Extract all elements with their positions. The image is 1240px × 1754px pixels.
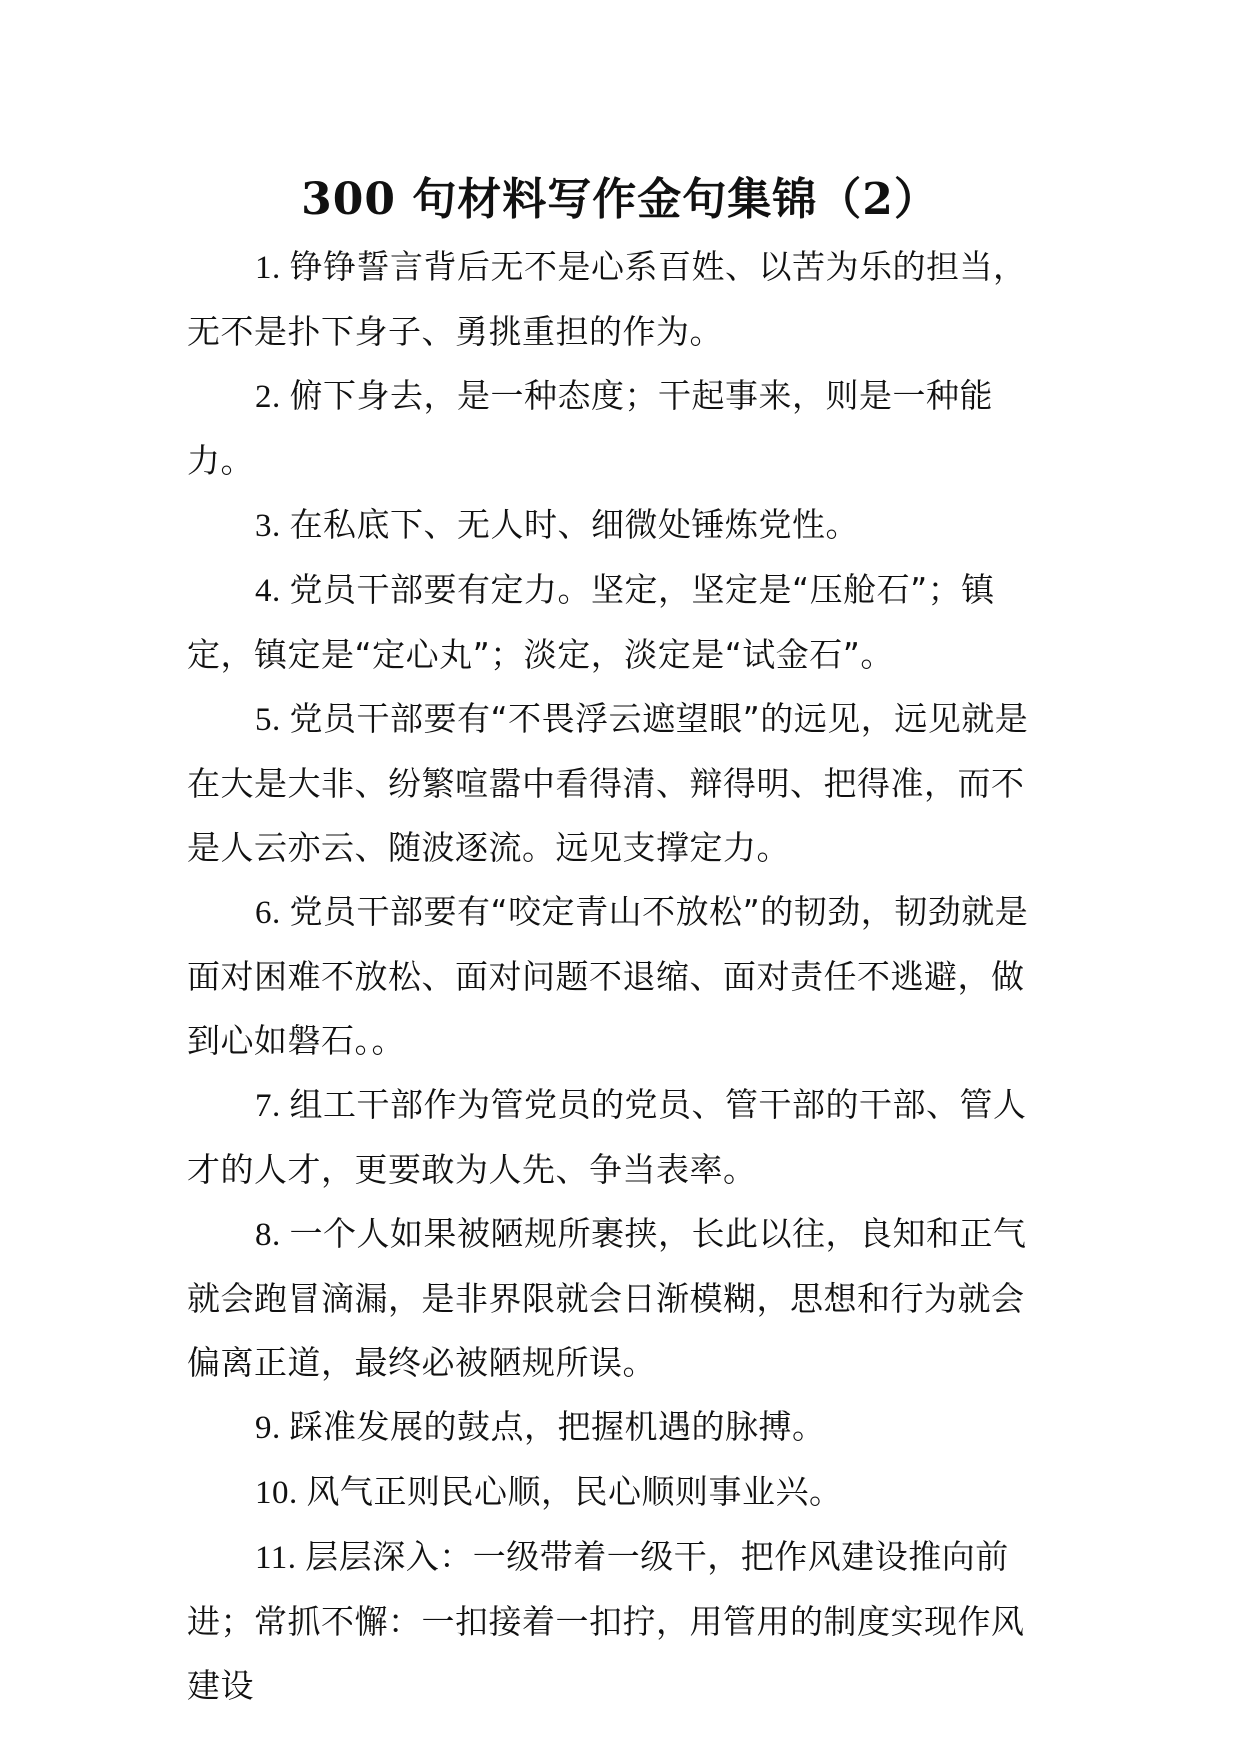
item-text: 党员干部要有定力。坚定，坚定是“压舱石”；镇定，镇定是“定心丸”；淡定，淡定是“试金石”。 xyxy=(187,570,995,674)
list-item xyxy=(187,1073,1057,1202)
item-number: 1. xyxy=(255,250,290,286)
list-item xyxy=(187,687,1057,880)
list-item xyxy=(187,1395,1057,1460)
item-number: 5. xyxy=(255,702,290,738)
item-text: 党员干部要有“不畏浮云遮望眼”的远见，远见就是在大是大非、纷繁喧嚣中看得清、辩得明、把得准，而不是人云亦云、随波逐流。远见支撑定力。 xyxy=(187,699,1029,867)
item-text: 在私底下、无人时、细微处锤炼党性。 xyxy=(289,505,859,544)
item-text: 层层深入：一级带着一级干，把作风建设推向前进；常抓不懈：一扣接着一扣拧，用管用的制度实现作风建设 xyxy=(187,1537,1025,1705)
item-number: 6. xyxy=(255,895,290,931)
item-number: 3. xyxy=(255,508,290,544)
list-item xyxy=(187,235,1057,364)
item-text: 风气正则民心顺，民心顺则事业兴。 xyxy=(306,1472,843,1511)
list-item xyxy=(187,1460,1057,1525)
item-text: 党员干部要有“咬定青山不放松”的韧劲，韧劲就是面对困难不放松、面对问题不退缩、面对责任不逃避，做到心如磐石。。 xyxy=(187,892,1029,1060)
list-item xyxy=(187,558,1057,687)
list-item xyxy=(187,880,1057,1073)
item-text: 俯下身去，是一种态度；干起事来，则是一种能力。 xyxy=(187,376,993,480)
document-title: 300 句材料写作金句集锦（2） xyxy=(301,174,939,225)
list-item xyxy=(187,364,1057,493)
item-number: 8. xyxy=(255,1217,290,1253)
list-item xyxy=(187,1525,1057,1718)
document-body xyxy=(187,235,1057,1718)
item-number: 10. xyxy=(255,1475,307,1511)
item-number: 9. xyxy=(255,1410,290,1446)
item-number: 2. xyxy=(255,379,290,415)
item-text: 铮铮誓言背后无不是心系百姓、以苦为乐的担当，无不是扑下身子、勇挑重担的作为。 xyxy=(187,247,1027,351)
item-text: 一个人如果被陋规所裹挟，长此以往，良知和正气就会跑冒滴漏，是非界限就会日渐模糊，思想和行为就会偏离正道，最终必被陋规所误。 xyxy=(187,1214,1027,1382)
item-number: 11. xyxy=(255,1540,306,1576)
item-text: 组工干部作为管党员的党员、管干部的干部、管人才的人才，更要敢为人先、争当表率。 xyxy=(187,1085,1027,1189)
item-text: 踩准发展的鼓点，把握机遇的脉搏。 xyxy=(289,1407,826,1446)
list-item xyxy=(187,1202,1057,1395)
item-number: 7. xyxy=(255,1088,290,1124)
list-item xyxy=(187,493,1057,558)
item-number: 4. xyxy=(255,573,290,609)
